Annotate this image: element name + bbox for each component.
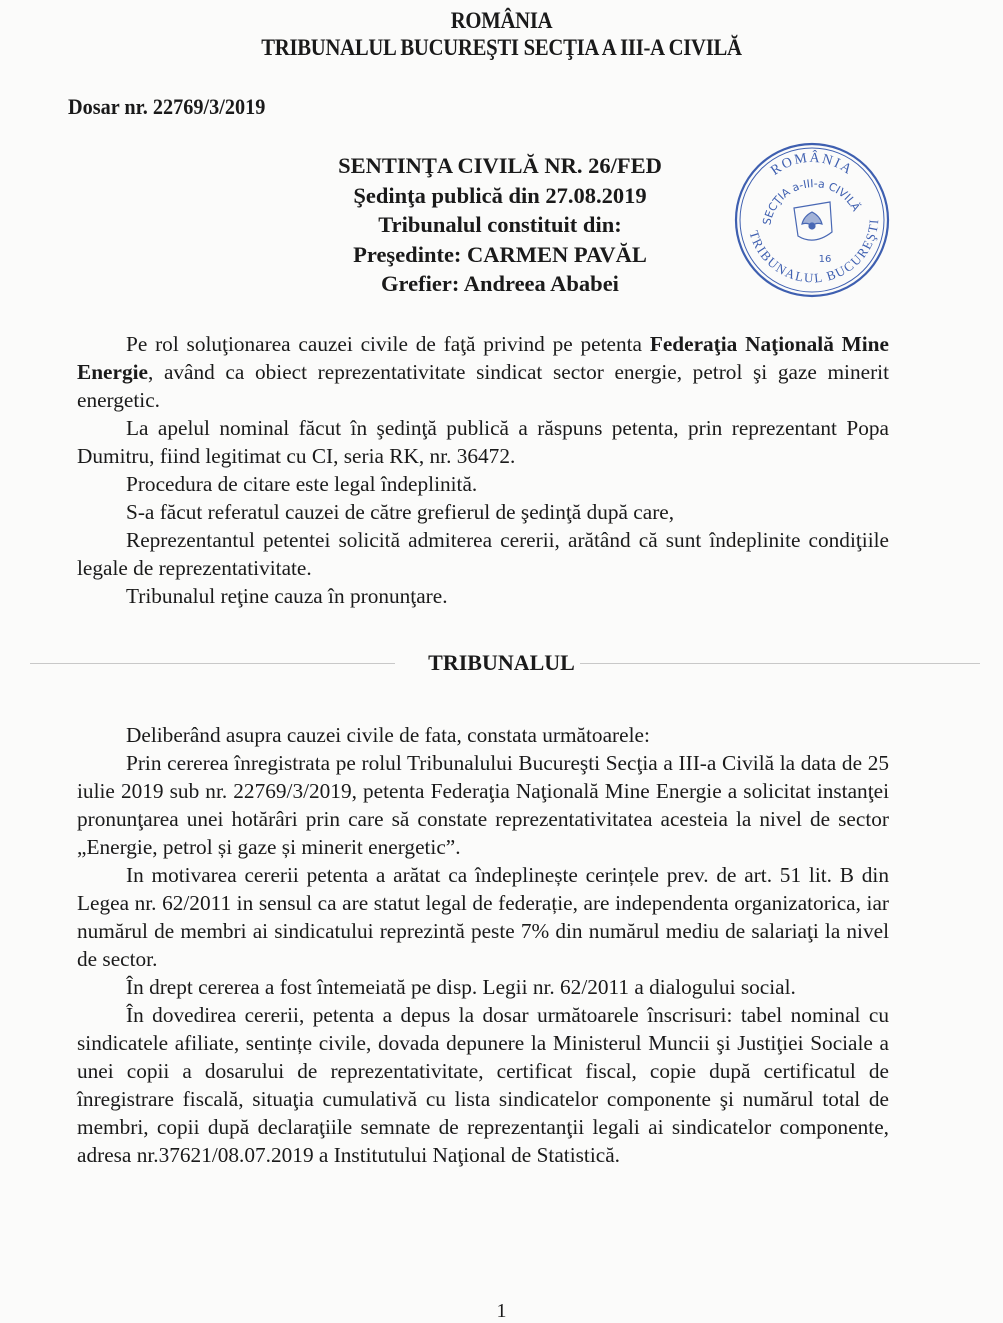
header-country: ROMÂNIA <box>450 8 553 33</box>
case-number: Dosar nr. 22769/3/2019 <box>68 94 266 119</box>
stamp-number: 16 <box>818 254 832 265</box>
petitioner-name: Federaţia Naţională Mine Energie <box>77 332 889 384</box>
preamble-section <box>77 330 889 610</box>
paragraph: La apelul nominal făcut în şedinţă publică a răspuns petenta, prin reprezentant Popa Dumitru, fiind legitimat cu CI, seria RK, nr. 36472. <box>77 416 889 468</box>
paragraph: Tribunalul reţine cauza în pronunţare. <box>126 584 448 608</box>
coat-of-arms-icon <box>794 202 832 240</box>
sentence-title-block <box>290 151 710 299</box>
paragraph: Reprezentantul petentei solicită admiterea cererii, arătând că sunt îndeplinite condiţiile legale de reprezentativitate. <box>77 528 889 580</box>
stamp-bottom-text: TRIBUNALUL BUCUREŞTI <box>746 217 882 286</box>
section-heading: TRIBUNALUL <box>428 650 575 675</box>
page-number: 1 <box>496 1300 507 1322</box>
paragraph: În drept cererea a fost întemeiată pe disp. Legii nr. 62/2011 a dialogului social. <box>126 975 796 999</box>
header-court: TRIBUNALUL BUCUREŞTI SECŢIA A III-A CIVILĂ <box>261 35 742 60</box>
deliberation-section <box>77 721 889 1169</box>
stamp-middle-text: SECŢIA a-III-a CIVILĂ <box>760 177 863 227</box>
paragraph: Procedura de citare este legal îndeplinită. <box>126 472 478 496</box>
sentence-number: SENTINŢA CIVILĂ NR. 26/FED <box>338 153 662 178</box>
clerk-name: Grefier: Andreea Ababei <box>381 271 619 296</box>
paragraph: Pe rol soluţionarea cauzei civile de faţă privind pe petenta Federaţia Naţională Mine Energie, având ca obiect reprezentativitate sindicat sector energie, petrol şi gaze minerit energetic. <box>77 332 889 412</box>
session-date: Şedinţa publică din 27.08.2019 <box>353 182 647 208</box>
court-composition-label: Tribunalul constituit din: <box>378 212 622 237</box>
stamp-top-text: ROMÂNIA <box>768 150 856 179</box>
paragraph: Prin cererea înregistrata pe rolul Tribunalului Bucureşti Secţia a III-a Civilă la data de 25 iulie 2019 sub nr. 22769/3/2019, petenta Federaţia Naţională Mine Energie a solicitat instanţei pronunţarea unei hotărâri prin care să constate reprezentativitatea acesteia la nivel de sector „Energie, petrol și gaze și minerit energetic”. <box>77 751 889 859</box>
paragraph: In motivarea cererii petenta a arătat ca îndeplinește cerințele prev. de art. 51 lit. B din Legea nr. 62/2011 in sensul ca are statut legal de federație, are independenta organizatorica, iar numărul de membri ai sindicatului reprezintă peste 7% din numărul mediu de salariaţi la nivel de sector. <box>77 863 889 971</box>
president-name: Preşedinte: CARMEN PAVĂL <box>353 241 647 267</box>
svg-text:ROMÂNIA <box>768 149 855 179</box>
paragraph: În dovedirea cererii, petenta a depus la dosar următoarele înscrisuri: tabel nominal cu sindicatele afiliate, sentințe civile, dovada depunere la Ministerul Muncii şi Justiţiei Sociale a unei copii a dosarului de reprezentativitate, certificat fiscal, copie după certificatul de înregistrare fiscală, situaţia cumulativă cu lista sindicatelor componente şi numărul total de membri, copii după declaraţiile semnate de reprezentanţii legali ai sindicatelor componente, adresa nr.37621/08.07.2019 a Institutului Naţional de Statistică. <box>77 1003 889 1167</box>
paragraph: Deliberând asupra cauzei civile de fata, constata următoarele: <box>126 723 650 747</box>
court-stamp-icon <box>732 140 892 300</box>
paragraph: S-a făcut referatul cauzei de către grefierul de şedinţă după care, <box>126 500 675 524</box>
